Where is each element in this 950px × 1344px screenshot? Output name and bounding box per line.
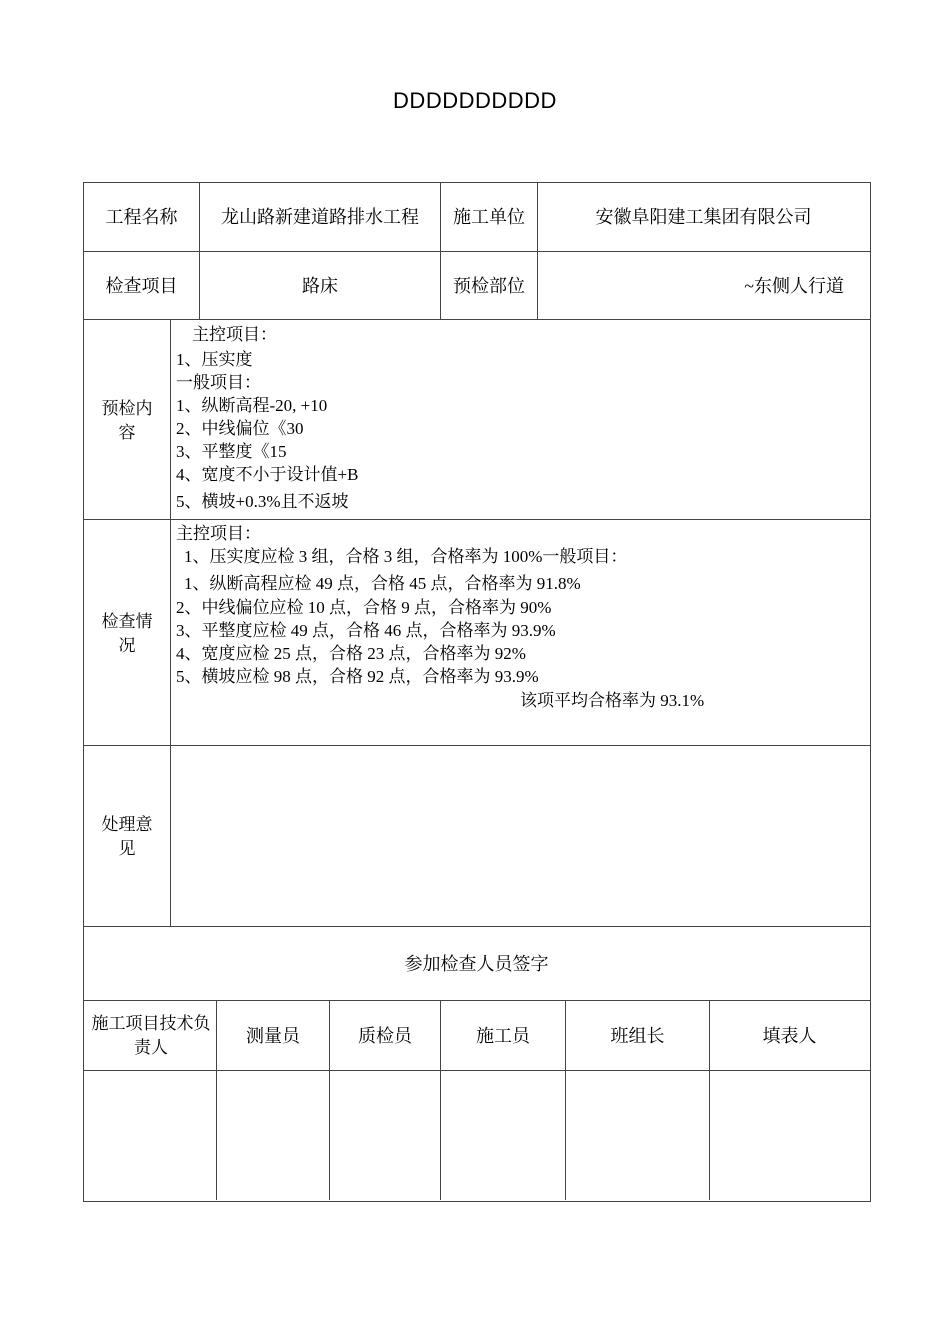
project-name-label: 工程名称: [105, 207, 178, 227]
document-title: DDDDDDDDDD: [393, 88, 557, 113]
signature-cell[interactable]: [566, 1071, 709, 1200]
pre-content-line: 主控项目：: [192, 325, 277, 344]
pre-content-label: 预检内容: [101, 399, 153, 442]
row-divider: [83, 745, 870, 746]
signature-cell[interactable]: [441, 1071, 565, 1200]
pre-content-line: 5、横坡+0.3%且不返坡: [176, 492, 349, 511]
signature-cell[interactable]: [217, 1071, 329, 1200]
role-constructor: 施工员: [476, 1025, 530, 1046]
signature-cell[interactable]: [84, 1071, 216, 1200]
signature-header: 参加检查人员签字: [404, 953, 549, 974]
col-divider: [170, 319, 171, 927]
signature-cell[interactable]: [330, 1071, 440, 1200]
pre-content-line: 1、压实度: [176, 350, 253, 369]
inspection-item-label: 检查项目: [105, 275, 178, 296]
inspection-line: 主控项目：: [176, 524, 261, 543]
handling-value[interactable]: [182, 760, 852, 910]
inspection-line: 1、压实度应检 3 组，合格 3 组，合格率为 100%一般项目：: [184, 547, 628, 566]
role-quality-inspector: 质检员: [358, 1025, 412, 1046]
inspection-average: 该项平均合格率为 93.1%: [520, 691, 705, 710]
contractor-label: 施工单位: [453, 207, 525, 227]
role-form-filler: 填表人: [762, 1025, 817, 1046]
inspection-line: 4、宽度应检 25 点，合格 23 点，合格率为 92%: [176, 644, 526, 663]
pre-content-line: 一般项目：: [176, 373, 261, 392]
project-name-value: 龙山路新建道路排水工程: [221, 207, 419, 227]
pre-content-line: 4、宽度不小于设计值+B: [176, 465, 359, 484]
inspection-line: 5、横坡应检 98 点，合格 92 点，合格率为 93.9%: [176, 667, 539, 686]
inspection-line: 1、纵断高程应检 49 点，合格 45 点，合格率为 91.8%: [184, 574, 581, 593]
pre-content-line: 2、中线偏位《30: [176, 419, 304, 438]
pre-content-line: 3、平整度《15: [176, 442, 287, 461]
role-team-leader: 班组长: [610, 1025, 665, 1046]
pre-inspect-part-label: 预检部位: [453, 275, 525, 296]
pre-inspect-part-value: ~东侧人行道: [744, 275, 844, 296]
row-divider: [83, 519, 870, 520]
signature-cell[interactable]: [710, 1071, 869, 1200]
inspection-label: 检查情况: [101, 612, 153, 655]
inspection-line: 3、平整度应检 49 点，合格 46 点，合格率为 93.9%: [176, 621, 556, 640]
inspection-line: 2、中线偏位应检 10 点，合格 9 点，合格率为 90%: [176, 598, 552, 617]
row-divider: [83, 319, 870, 320]
pre-content-line: 1、纵断高程-20, +10: [176, 396, 328, 415]
handling-label: 处理意见: [101, 815, 153, 858]
role-surveyor: 测量员: [246, 1025, 300, 1046]
role-tech-lead: 施工项目技术负责人: [91, 1013, 211, 1057]
contractor-value: 安徽阜阳建工集团有限公司: [595, 207, 812, 227]
inspection-item-value: 路床: [302, 275, 338, 296]
